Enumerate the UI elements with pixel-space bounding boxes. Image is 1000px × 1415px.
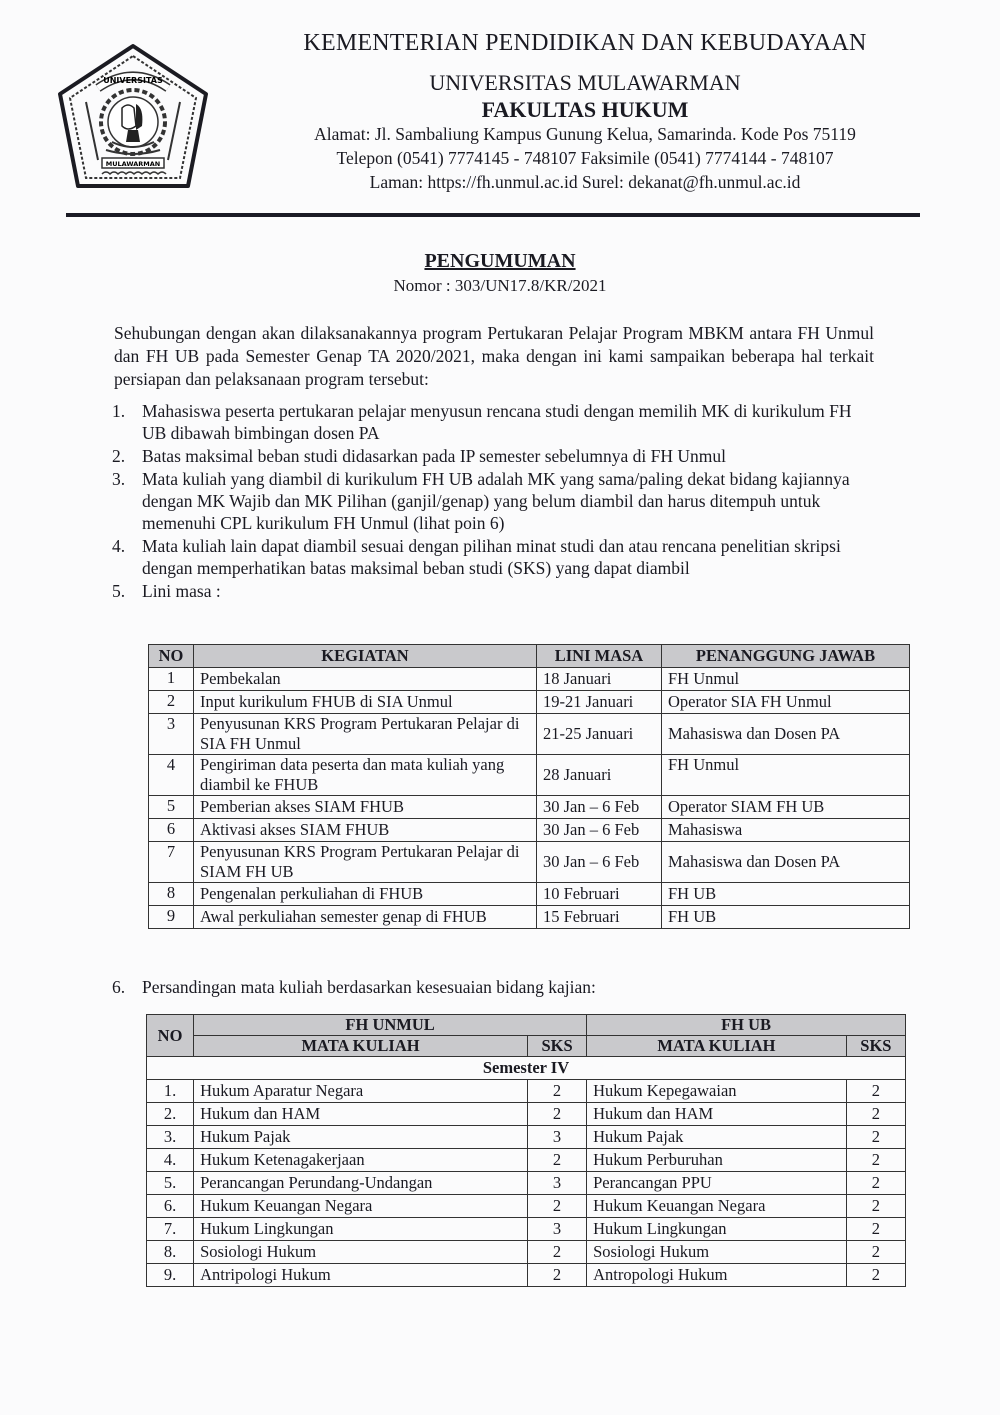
list-text: Mata kuliah yang diambil di kurikulum FH UB adalah MK yang sama/paling dekat bidang kajiannya dengan MK Wajib dan MK Pilihan (ganjil/genap) yang belum diambil dan harus ditempuh untuk memenuhi CPL kurikulum FH Unmul (lihat poin 6) [142,469,850,533]
semester-row [147,1057,906,1080]
table-row [147,1218,906,1241]
table-row [147,1195,906,1218]
logo-bottom-text: MULAWARMAN [105,160,161,168]
cell-course-ub: Hukum Lingkungan [587,1218,847,1241]
cell-kegiatan: Pembekalan [194,668,537,691]
cell-kegiatan: Input kurikulum FHUB di SIA Unmul [194,691,537,714]
university-name: UNIVERSITAS MULAWARMAN [429,70,741,95]
cell-sks-unmul: 2 [527,1103,586,1126]
list-item [112,468,872,534]
cell-sks-unmul: 2 [527,1241,586,1264]
intro-paragraph: Sehubungan dengan akan dilaksanakannya program Pertukaran Pelajar Program MBKM antara FH Unmul dan FH UB pada Semester Genap TA 2020/2021, maka dengan ini kami sampaikan beberapa hal terkait persiapan dan pelaksanaan program tersebut: [114,323,874,389]
list-item [112,445,872,467]
cell-kegiatan: Pengenalan perkuliahan di FHUB [194,883,537,906]
timeline-table [148,644,910,929]
cell-kegiatan: Penyusunan KRS Program Pertukaran Pelajar di SIAM FH UB [194,842,537,883]
cell-no: 3. [147,1126,194,1149]
cell-course-unmul: Hukum Pajak [194,1126,528,1149]
list-number: 1. [112,401,126,421]
cell-sks-unmul: 2 [527,1264,586,1287]
address-line: Alamat: Jl. Sambaliung Kampus Gunung Kelua, Samarinda. Kode Pos 75119 [314,124,856,144]
list-number: 4. [112,536,126,556]
cell-course-ub: Hukum Perburuhan [587,1149,847,1172]
announcement-list [112,400,872,603]
list-text: Mahasiswa peserta pertukaran pelajar menyusun rencana studi dengan memilih MK di kurikulum FH UB dibawah bimbingan dosen PA [142,401,852,443]
table-row [149,883,910,906]
cell-sks-ub: 2 [846,1218,905,1241]
table-row [147,1103,906,1126]
logo-top-text: UNIVERSITAS [103,76,163,85]
cell-sks-unmul: 2 [527,1080,586,1103]
cell-sks-ub: 2 [846,1241,905,1264]
cell-no: 7 [149,842,194,883]
table-row [147,1264,906,1287]
cell-sks-ub: 2 [846,1126,905,1149]
cell-course-ub: Sosiologi Hukum [587,1241,847,1264]
cell-course-ub: Hukum dan HAM [587,1103,847,1126]
cell-lini-masa: 19-21 Januari [537,691,662,714]
table-row [149,819,910,842]
cell-sks-ub: 2 [846,1149,905,1172]
header-course-left: MATA KULIAH [194,1036,528,1057]
list-text: Persandingan mata kuliah berdasarkan kesesuaian bidang kajian: [142,977,596,997]
cell-course-unmul: Hukum Aparatur Negara [194,1080,528,1103]
cell-no: 3 [149,714,194,755]
list-number: 5. [112,581,126,601]
list-item [112,400,872,444]
list-text: Lini masa : [142,581,221,601]
cell-lini-masa: 28 Januari [537,755,662,796]
header-fh-unmul: FH UNMUL [194,1015,587,1036]
table-row [147,1172,906,1195]
cell-course-ub: Antropologi Hukum [587,1264,847,1287]
cell-no: 8 [149,883,194,906]
table-row [149,668,910,691]
header-penanggung-jawab: PENANGGUNG JAWAB [662,645,910,668]
cell-course-unmul: Hukum Lingkungan [194,1218,528,1241]
table-row [147,1241,906,1264]
cell-no: 9 [149,906,194,929]
table-group-header-row [147,1015,906,1036]
cell-no: 8. [147,1241,194,1264]
cell-no: 4. [147,1149,194,1172]
table-header-row [147,1036,906,1057]
cell-no: 7. [147,1218,194,1241]
cell-course-unmul: Sosiologi Hukum [194,1241,528,1264]
cell-course-ub: Hukum Kepegawaian [587,1080,847,1103]
cell-no: 1 [149,668,194,691]
cell-kegiatan: Penyusunan KRS Program Pertukaran Pelajar di SIA FH Unmul [194,714,537,755]
cell-course-ub: Hukum Keuangan Negara [587,1195,847,1218]
table-row [149,755,910,796]
announcement-title: PENGUMUMAN [424,250,576,272]
cell-lini-masa: 30 Jan – 6 Feb [537,819,662,842]
cell-penanggung-jawab: FH Unmul [662,668,910,691]
ministry-name: KEMENTERIAN PENDIDIKAN DAN KEBUDAYAAN [303,30,867,56]
cell-sks-ub: 2 [846,1103,905,1126]
cell-kegiatan: Pengiriman data peserta dan mata kuliah yang diambil ke FHUB [194,755,537,796]
cell-sks-unmul: 3 [527,1218,586,1241]
cell-no: 2. [147,1103,194,1126]
cell-lini-masa: 30 Jan – 6 Feb [537,796,662,819]
table-row [149,842,910,883]
cell-no: 5 [149,796,194,819]
cell-no: 6 [149,819,194,842]
cell-sks-unmul: 2 [527,1149,586,1172]
list-number: 3. [112,469,126,489]
header-sks-left: SKS [527,1036,586,1057]
list-number: 6. [112,977,126,997]
cell-course-ub: Hukum Pajak [587,1126,847,1149]
cell-course-unmul: Hukum Keuangan Negara [194,1195,528,1218]
header-lini-masa: LINI MASA [537,645,662,668]
list-text: Batas maksimal beban studi didasarkan pada IP semester sebelumnya di FH Unmul [142,446,727,466]
table-row [147,1126,906,1149]
table-row [149,714,910,755]
cell-penanggung-jawab: Mahasiswa dan Dosen PA [662,714,910,755]
cell-no: 2 [149,691,194,714]
header-fh-ub: FH UB [587,1015,906,1036]
cell-penanggung-jawab: FH Unmul [662,755,910,796]
cell-course-unmul: Perancangan Perundang-Undangan [194,1172,528,1195]
cell-course-ub: Perancangan PPU [587,1172,847,1195]
cell-kegiatan: Aktivasi akses SIAM FHUB [194,819,537,842]
cell-lini-masa: 21-25 Januari [537,714,662,755]
table-row [149,906,910,929]
list-item [112,976,872,998]
announcement-list-cont [112,976,872,999]
cell-penanggung-jawab: FH UB [662,906,910,929]
table-row [147,1149,906,1172]
table-header-row [149,645,910,668]
cell-lini-masa: 18 Januari [537,668,662,691]
cell-kegiatan: Pemberian akses SIAM FHUB [194,796,537,819]
cell-lini-masa: 30 Jan – 6 Feb [537,842,662,883]
letterhead-divider [66,213,920,217]
cell-no: 4 [149,755,194,796]
cell-no: 6. [147,1195,194,1218]
cell-sks-unmul: 3 [527,1126,586,1149]
cell-course-unmul: Hukum dan HAM [194,1103,528,1126]
header-no: NO [149,645,194,668]
cell-lini-masa: 15 Februari [537,906,662,929]
course-comparison-table [146,1014,906,1287]
cell-course-unmul: Hukum Ketenagakerjaan [194,1149,528,1172]
cell-sks-ub: 2 [846,1264,905,1287]
header-no: NO [147,1015,194,1057]
announcement-number: Nomor : 303/UN17.8/KR/2021 [393,276,607,295]
cell-penanggung-jawab: Operator SIA FH Unmul [662,691,910,714]
web-email-line: Laman: https://fh.unmul.ac.id Surel: dekanat@fh.unmul.ac.id [369,172,801,192]
cell-penanggung-jawab: Operator SIAM FH UB [662,796,910,819]
cell-sks-ub: 2 [846,1080,905,1103]
table-row [147,1080,906,1103]
university-emblem-icon [56,42,210,192]
header-course-right: MATA KULIAH [587,1036,847,1057]
cell-course-unmul: Antripologi Hukum [194,1264,528,1287]
cell-penanggung-jawab: Mahasiswa [662,819,910,842]
faculty-name: FAKULTAS HUKUM [481,97,689,122]
cell-penanggung-jawab: Mahasiswa dan Dosen PA [662,842,910,883]
cell-lini-masa: 10 Februari [537,883,662,906]
cell-penanggung-jawab: FH UB [662,883,910,906]
table-row [149,796,910,819]
semester-label: Semester IV [147,1057,906,1080]
list-item [112,580,872,602]
cell-sks-ub: 2 [846,1172,905,1195]
list-number: 2. [112,446,126,466]
phone-line: Telepon (0541) 7774145 - 748107 Faksimile (0541) 7774144 - 748107 [336,148,834,168]
cell-sks-unmul: 2 [527,1195,586,1218]
list-item [112,535,872,579]
cell-no: 5. [147,1172,194,1195]
cell-kegiatan: Awal perkuliahan semester genap di FHUB [194,906,537,929]
header-kegiatan: KEGIATAN [194,645,537,668]
header-sks-right: SKS [846,1036,905,1057]
list-text: Mata kuliah lain dapat diambil sesuai dengan pilihan minat studi dan atau rencana penelitian skripsi dengan memperhatikan batas maksimal beban studi (SKS) yang dapat diambil [142,536,841,578]
table-row [149,691,910,714]
cell-sks-unmul: 3 [527,1172,586,1195]
cell-no: 1. [147,1080,194,1103]
cell-sks-ub: 2 [846,1195,905,1218]
cell-no: 9. [147,1264,194,1287]
